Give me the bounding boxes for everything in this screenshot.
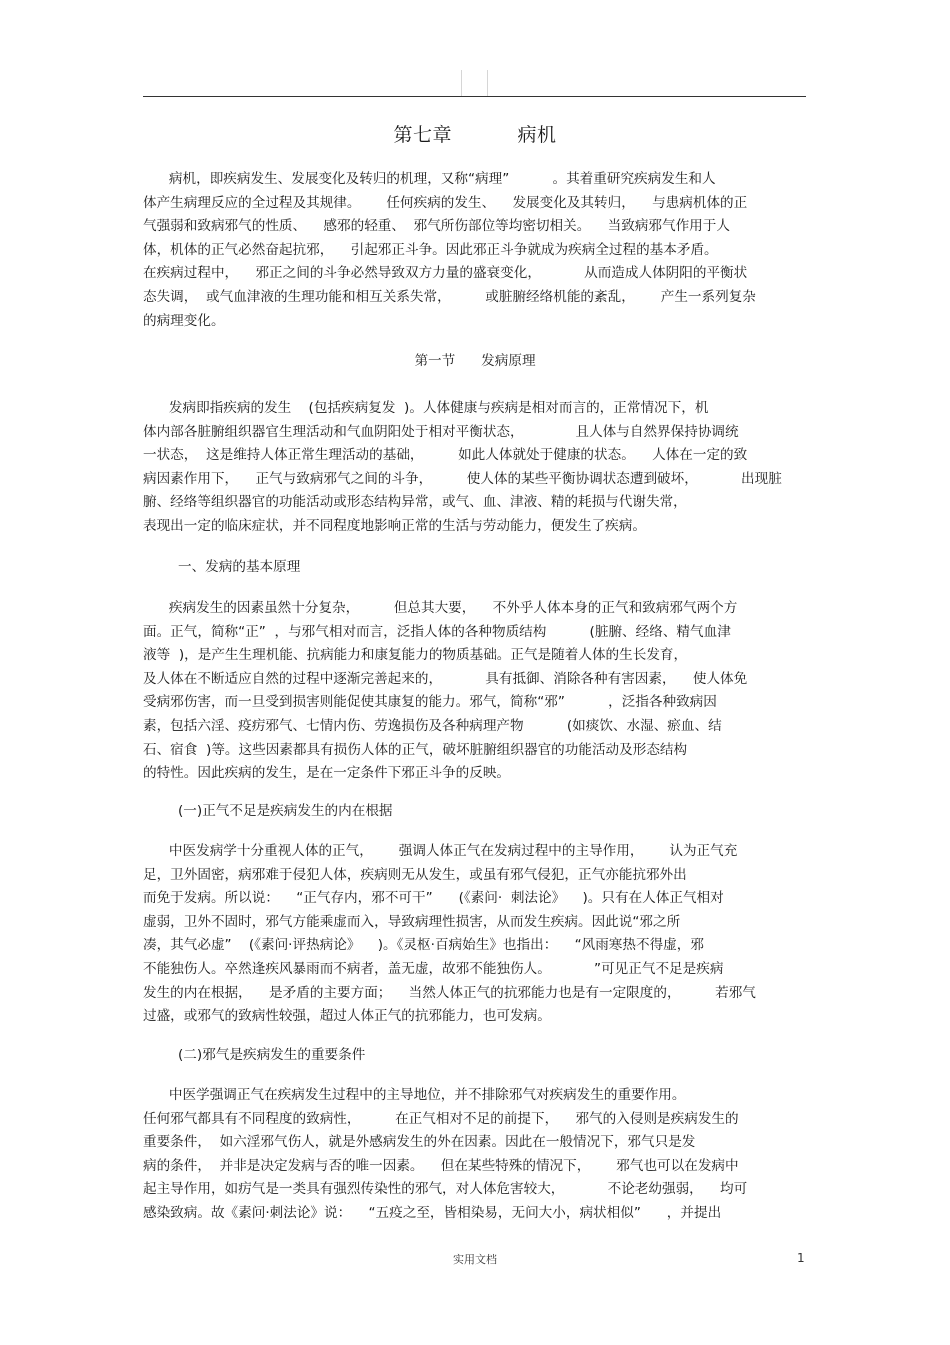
principle-paragraph bbox=[143, 597, 806, 786]
text-line: 石、宿食 )等。这些因素都具有损伤人体的正气，破坏脏腑组织器官的功能活动及形态结构 bbox=[143, 741, 688, 758]
text-line: 在疾病过程中， 邪正之间的斗争必然导致双方力量的盛衰变化， 从而造成人体阴阳的平衡状 bbox=[143, 265, 748, 282]
text-line: 过盛，或邪气的致病性较强，超过人体正气的抗邪能力，也可发病。 bbox=[143, 1008, 551, 1025]
text-line: 不能独伤人。卒然逢疾风暴雨而不病者，盖无虚，故邪不能独伤人。 ”可见正气不足是疾病 bbox=[143, 960, 724, 977]
text-line: 气强弱和致病邪气的性质、 感邪的轻重、 邪气所伤部位等均密切相关。 当致病邪气作用于人 bbox=[143, 218, 730, 235]
page-number: 1 bbox=[797, 1251, 805, 1265]
text-line: 中医发病学十分重视人体的正气， 强调人体正气在发病过程中的主导作用， 认为正气充 bbox=[143, 843, 738, 859]
text-line: 态失调， 或气血津液的生理功能和相互关系失常， 或脏腑经络机能的紊乱， 产生一系列复杂 bbox=[143, 288, 756, 305]
text-line: 素，包括六淫、疫疠邪气、七情内伤、劳逸损伤及各种病理产物 (如痰饮、水湿、瘀血、结 bbox=[143, 717, 722, 734]
header-rule bbox=[143, 96, 806, 97]
text-line: 一状态， 这是维持人体正常生理活动的基础， 如此人体就处于健康的状态。 人体在一定的致 bbox=[143, 447, 748, 464]
text-line: 发病即指疾病的发生 (包括疾病复发 )。人体健康与疾病是相对而言的，正常情况下，机 bbox=[143, 400, 709, 416]
text-line: 腑、经络等组织器官的功能活动或形态结构异常，或气、血、津液、精的耗损与代谢失常， bbox=[143, 494, 687, 511]
text-line: 起主导作用，如疠气是一类具有强烈传染性的邪气，对人体危害较大， 不论老幼强弱， 均可 bbox=[143, 1181, 748, 1198]
text-line: 发生的内在根据， 是矛盾的主要方面； 当然人体正气的抗邪能力也是有一定限度的， 若邪气 bbox=[143, 984, 756, 1001]
xieqi-paragraph bbox=[143, 1084, 806, 1226]
text-line: 病因素作用下， 正气与致病邪气之间的斗争， 使人体的某些平衡协调状态遭到破坏， 出现脏 bbox=[143, 470, 782, 487]
text-line: 凑，其气必虚” (《素问·评热病论》 )。《灵枢·百病始生》也指出： “风雨寒热不得虚，邪 bbox=[143, 937, 704, 954]
text-line: 而免于发病。所以说： “正气存内，邪不可干” (《素问· 刺法论》 )。只有在人体正气相对 bbox=[143, 890, 724, 907]
section1-intro-paragraph bbox=[143, 397, 806, 539]
text-line: 疾病发生的因素虽然十分复杂， 但总其大要， 不外乎人体本身的正气和致病邪气两个方 bbox=[143, 600, 738, 616]
header-mark bbox=[461, 70, 488, 96]
intro-paragraph bbox=[143, 168, 806, 333]
text-line: 的病理变化。 bbox=[143, 312, 225, 329]
text-line: 体产生病理反应的全过程及其规律。 任何疾病的发生、 发展变化及其转归， 与患病机体的正 bbox=[143, 194, 748, 211]
chapter-title: 第七章 病机 bbox=[393, 124, 557, 146]
text-line: 病的条件， 并非是决定发病与否的唯一因素。 但在某些特殊的情况下， 邪气也可以在发病中 bbox=[143, 1157, 739, 1174]
text-line: 表现出一定的临床症状，并不同程度地影响正常的生活与劳动能力，便发生了疾病。 bbox=[143, 517, 646, 534]
text-line: 足，卫外固密，病邪难于侵犯人体，疾病则无从发生，或虽有邪气侵犯，正气亦能抗邪外出 bbox=[143, 866, 687, 883]
zhengqi-paragraph bbox=[143, 840, 806, 1029]
section-title: 第一节 发病原理 bbox=[414, 353, 536, 369]
footer-label: 实用文档 bbox=[453, 1253, 497, 1266]
text-line: 的特性。因此疾病的发生，是在一定条件下邪正斗争的反映。 bbox=[143, 765, 511, 782]
text-line: 感染致病。故《素问·刺法论》说： “五疫之至，皆相染易，无问大小，病状相似” ，并提出 bbox=[143, 1204, 722, 1221]
subheading-zhengqi: (一)正气不足是疾病发生的内在根据 bbox=[178, 803, 393, 819]
text-line: 体，机体的正气必然奋起抗邪， 引起邪正斗争。因此邪正斗争就成为疾病全过程的基本矛盾。 bbox=[143, 241, 718, 258]
text-line: 面。正气，简称“正” ，与邪气相对而言，泛指人体的各种物质结构 (脏腑、经络、精气血津 bbox=[143, 623, 731, 640]
subheading-xieqi: (二)邪气是疾病发生的重要条件 bbox=[178, 1047, 366, 1063]
text-line: 体内部各脏腑组织器官生理活动和气血阴阳处于相对平衡状态， 且人体与自然界保持协调统 bbox=[143, 423, 739, 440]
text-line: 中医学强调正气在疾病发生过程中的主导地位，并不排除邪气对疾病发生的重要作用。 bbox=[143, 1087, 686, 1103]
text-line: 受病邪伤害，而一旦受到损害则能促使其康复的能力。邪气，简称“邪” ，泛指各种致病因 bbox=[143, 694, 717, 711]
text-line: 虚弱，卫外不固时，邪气方能乘虚而入，导致病理性损害，从而发生疾病。因此说“邪之所 bbox=[143, 913, 681, 930]
text-line: 任何邪气都具有不同程度的致病性， 在正气相对不足的前提下， 邪气的入侵则是疾病发生的 bbox=[143, 1110, 739, 1127]
text-line: 及人体在不断适应自然的过程中逐渐完善起来的， 具有抵御、消除各种有害因素， 使人体免 bbox=[143, 670, 748, 687]
text-line: 重要条件， 如六淫邪气伤人，就是外感病发生的外在因素。因此在一般情况下，邪气只是发 bbox=[143, 1134, 696, 1151]
text-line: 病机，即疾病发生、发展变化及转归的机理，又称“病理” 。其着重研究疾病发生和人 bbox=[143, 171, 716, 187]
subheading-basic-principle: 一、发病的基本原理 bbox=[178, 559, 301, 575]
text-line: 液等 )，是产生生理机能、抗病能力和康复能力的物质基础。正气是随着人体的生长发育， bbox=[143, 647, 688, 664]
